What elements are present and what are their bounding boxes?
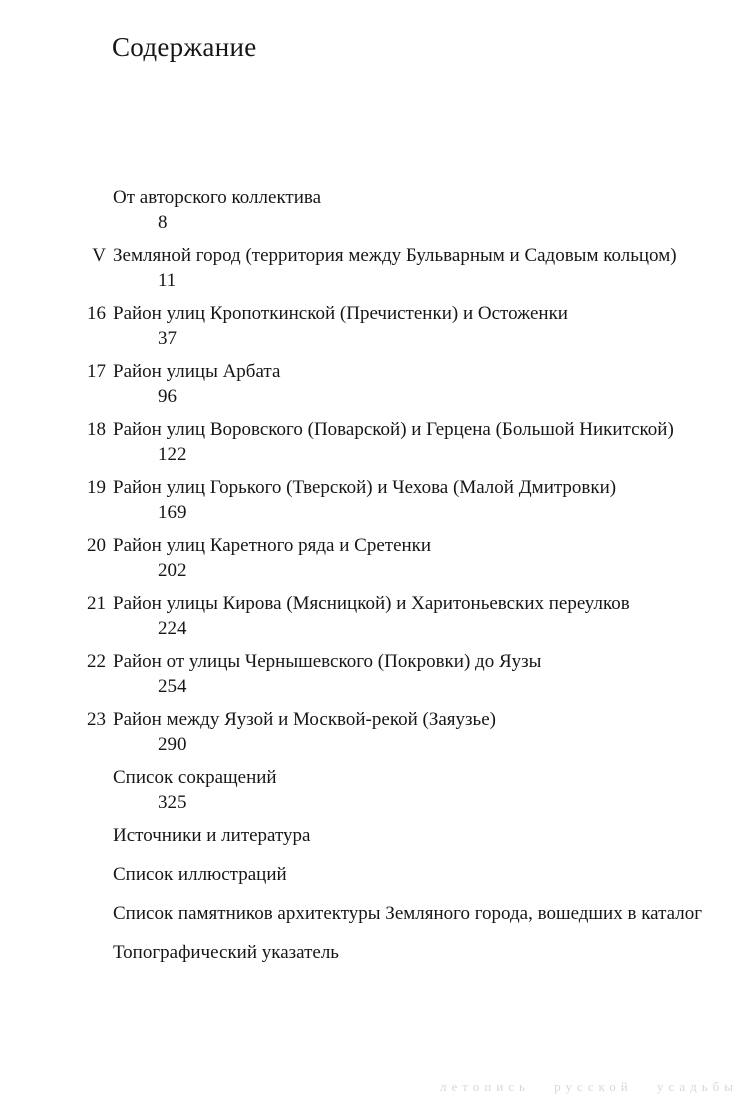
toc-entry-label: Район улиц Горького (Тверской) и Чехова (Малой Дмитровки) — [113, 477, 617, 498]
toc-entry-number — [0, 824, 106, 848]
toc-entry-label: Район улиц Кропоткинской (Пречистенки) и Остоженки — [113, 303, 568, 324]
toc-entry-page: 202 — [158, 560, 187, 581]
toc-entry — [0, 650, 748, 699]
toc-entry — [0, 186, 748, 235]
toc-entry-number: V — [92, 245, 106, 266]
toc-entry — [0, 708, 748, 757]
toc-entry-label: Район от улицы Чернышевского (Покровки) до Яузы — [113, 651, 542, 672]
toc-entry-page: 224 — [158, 618, 187, 639]
toc-entry-number: 21 — [87, 593, 106, 614]
toc-entry — [0, 863, 748, 887]
toc-entry — [0, 244, 748, 293]
page-title: Содержание — [112, 32, 257, 62]
toc-entry-page: 122 — [158, 444, 187, 465]
toc-entry-page: 254 — [158, 676, 187, 697]
toc-entry-number: 16 — [87, 303, 106, 324]
toc-entry-number — [0, 766, 106, 790]
toc-entry-number — [0, 941, 106, 965]
toc-entry-label: Топографический указатель — [113, 942, 339, 963]
toc-entry — [0, 824, 748, 848]
toc-entry — [0, 766, 748, 815]
toc-entry — [0, 476, 748, 525]
toc-entry-page: 169 — [158, 502, 187, 523]
toc-entry-label: Район улиц Каретного ряда и Сретенки — [113, 535, 432, 556]
toc-entry-label: Список иллюстраций — [113, 864, 287, 885]
toc-entry-label: Список сокращений — [113, 767, 277, 788]
toc-entry-label: Список памятников архитектуры Земляного города, вошедших в каталог — [113, 903, 702, 924]
toc-entry-page: 96 — [158, 386, 177, 407]
toc-entry-label: Район между Яузой и Москвой-рекой (Заяузье) — [113, 709, 496, 730]
toc-entry-label: Земляной город (территория между Бульварным и Садовым кольцом) — [113, 245, 677, 266]
toc-entry-label: Район улиц Воровского (Поварской) и Герцена (Большой Никитской) — [113, 419, 674, 440]
toc-entry — [0, 302, 748, 351]
toc-list — [0, 186, 748, 965]
toc-entry-page: 11 — [158, 270, 177, 291]
toc-entry-label: От авторского коллектива — [113, 187, 322, 208]
toc-entry — [0, 902, 748, 926]
toc-entry-number: 19 — [87, 477, 106, 498]
toc-entry-page: 325 — [158, 792, 187, 813]
toc-entry — [0, 360, 748, 409]
toc-entry-number: 23 — [87, 709, 106, 730]
toc-entry-number: 18 — [87, 419, 106, 440]
toc-entry-number — [0, 863, 106, 887]
toc-entry-page: 8 — [158, 212, 168, 233]
toc-entry-number: 20 — [87, 535, 106, 556]
toc-entry — [0, 592, 748, 641]
toc-entry-number: 22 — [87, 651, 106, 672]
toc-entry-number — [0, 902, 106, 926]
toc-entry-label: Источники и литература — [113, 825, 311, 846]
toc-entry — [0, 418, 748, 467]
toc-entry — [0, 941, 748, 965]
toc-entry — [0, 534, 748, 583]
toc-entry-page: 37 — [158, 328, 177, 349]
toc-entry-number — [0, 186, 106, 210]
toc-entry-number: 17 — [87, 361, 106, 382]
toc-entry-label: Район улицы Кирова (Мясницкой) и Харитоньевских переулков — [113, 593, 630, 614]
toc-entry-label: Район улицы Арбата — [113, 361, 281, 382]
toc-entry-page: 290 — [158, 734, 187, 755]
watermark-text: летопись русской усадьбы — [440, 1079, 738, 1094]
